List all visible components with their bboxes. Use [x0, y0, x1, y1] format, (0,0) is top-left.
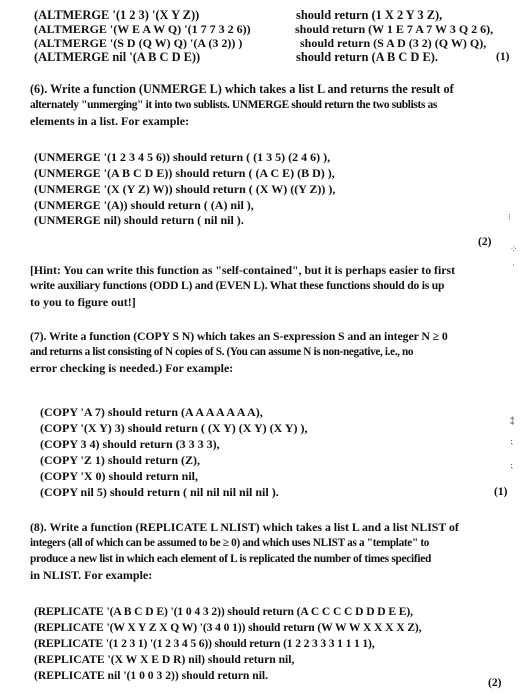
replicate-example-5: (REPLICATE nil '(1 0 0 3 2)) should return nil. — [34, 669, 269, 682]
replicate-example-3: (REPLICATE '(1 2 3 1) '(1 2 3 4 5 6)) should return (1 2 2 3 3 3 1 1 1 1), — [34, 637, 375, 650]
altmerge-call-1: (ALTMERGE '(1 2 3) '(X Y Z)) — [34, 8, 200, 22]
copy-example-4: (COPY 'Z 1) should return (Z), — [40, 453, 201, 467]
copy-example-6: (COPY nil 5) should return ( nil nil nil nil nil ). — [40, 485, 279, 499]
problem8-line-2: integers (all of which can be assumed to be ≥ 0) and which uses NLIST as a "template" to — [30, 537, 430, 549]
problem6-line-2: alternately "unmerging" it into two sublists. UNMERGE should return the two sublists as — [30, 99, 437, 111]
problem8-line-1: (8). Write a function (REPLICATE L NLIST) which takes a list L and a list NLIST of — [30, 520, 459, 534]
hint-line-1: [Hint: You can write this function as "self-contained", but it is perhaps easier to first — [30, 263, 455, 277]
copy-example-2: (COPY '(X Y) 3) should return ( (X Y) (X Y) (X Y) ), — [40, 421, 308, 435]
replicate-example-1: (REPLICATE '(A B C D E) '(1 0 4 3 2)) should return (A C C C C D D D E E), — [34, 605, 413, 618]
unmerge-example-3: (UNMERGE '(X (Y Z) W)) should return ( (X W) ((Y Z)) ), — [34, 182, 336, 196]
scan-speck: · — [512, 260, 515, 270]
problem6-line-1: (6). Write a function (UNMERGE L) which takes a list L and returns the result of — [30, 82, 454, 96]
altmerge-result-4: should return (A B C D E). — [296, 50, 438, 64]
replicate-example-4: (REPLICATE '(X W X E D R) nil) should return nil, — [34, 653, 295, 666]
scan-speck: ⁑ — [510, 417, 515, 427]
altmerge-call-3: (ALTMERGE '(S D (Q W) Q) '(A (3 2)) ) — [34, 36, 243, 50]
problem8-line-4: in NLIST. For example: — [30, 568, 153, 582]
unmerge-example-4: (UNMERGE '(A)) should return ( (A) nil ), — [34, 198, 254, 212]
scan-speck: ⁝ — [508, 212, 511, 222]
altmerge-result-2: should return (W 1 E 7 A 7 W 3 Q 2 6), — [295, 22, 494, 36]
replicate-example-2: (REPLICATE '(W X Y Z X Q W) '(3 4 0 1)) should return (W W W X X X X Z), — [34, 621, 422, 634]
unmerge-example-5: (UNMERGE nil) should return ( nil nil ). — [34, 213, 244, 227]
copy-example-5: (COPY 'X 0) should return nil, — [40, 469, 199, 483]
problem7-line-3: error checking is needed.) For example: — [30, 361, 234, 375]
problem6-line-3: elements in a list. For example: — [30, 114, 190, 128]
altmerge-points: (1) — [496, 51, 510, 63]
hint-line-2: write auxiliary functions (ODD L) and (EVEN L). What these functions should do is up — [30, 279, 445, 292]
problem6-points: (2) — [478, 236, 492, 248]
scan-speck: ⁏ — [510, 460, 514, 470]
altmerge-call-2: (ALTMERGE '(W E A W Q) '(1 7 7 3 2 6)) — [34, 22, 251, 36]
scan-speck: ⁘ — [510, 244, 518, 254]
copy-example-1: (COPY 'A 7) should return (A A A A A A A), — [40, 405, 263, 419]
altmerge-result-1: should return (1 X 2 Y 3 Z), — [296, 8, 443, 22]
altmerge-result-3: should return (S A D (3 2) (Q W) Q), — [300, 36, 487, 50]
unmerge-example-1: (UNMERGE '(1 2 3 4 5 6)) should return ( (1 3 5) (2 4 6) ), — [34, 150, 331, 164]
problem7-points: (1) — [494, 486, 508, 498]
hint-line-3: to you to figure out!] — [30, 295, 136, 309]
unmerge-example-2: (UNMERGE '(A B C D E)) should return ( (A C E) (B D) ), — [34, 166, 335, 180]
problem7-line-1: (7). Write a function (COPY S N) which takes an S-expression S and an integer N ≥ 0 — [30, 329, 448, 343]
problem7-line-2: and returns a list consisting of N copies of S. (You can assume N is non-negative, i.e., no — [30, 346, 414, 358]
problem8-points: (2) — [488, 677, 502, 689]
problem8-line-3: produce a new list in which each element of L is replicated the number of times specified — [30, 553, 432, 565]
scan-speck: ⁏ — [510, 436, 514, 446]
altmerge-call-4: (ALTMERGE nil '(A B C D E)) — [34, 50, 201, 64]
copy-example-3: (COPY 3 4) should return (3 3 3 3), — [40, 437, 220, 451]
